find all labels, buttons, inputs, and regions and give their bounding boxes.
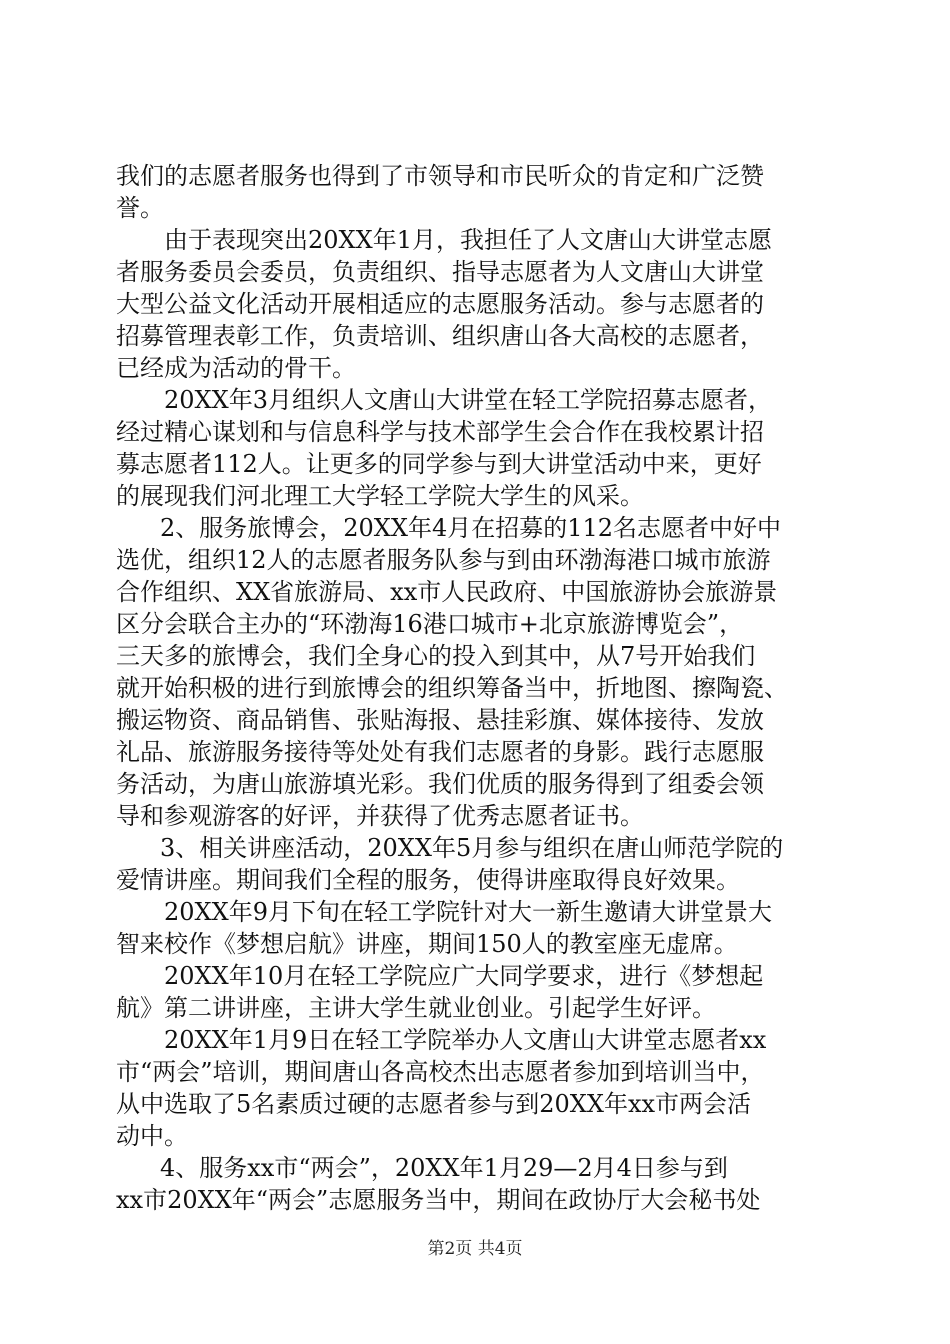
text-line: 经过精心谋划和与信息科学与技术部学生会合作在我校累计招 [116, 418, 764, 446]
paragraph-start-line: 20XX年10月在轻工学院应广大同学要求，进行《梦想起 [164, 962, 764, 990]
text-line: 导和参观游客的好评，并获得了优秀志愿者证书。 [116, 802, 644, 830]
text-line: 者服务委员会委员，负责组织、指导志愿者为人文唐山大讲堂 [116, 258, 764, 286]
text-line: 搬运物资、商品销售、张贴海报、悬挂彩旗、媒体接待、发放 [116, 706, 764, 734]
text-line: 三天多的旅博会，我们全身心的投入到其中，从7号开始我们 [116, 642, 756, 670]
paragraph-start-line: 20XX年9月下旬在轻工学院针对大一新生邀请大讲堂景大 [164, 898, 772, 926]
text-line: 招募管理表彰工作，负责培训、组织唐山各大高校的志愿者， [116, 322, 764, 350]
text-line: 合作组织、XX省旅游局、xx市人民政府、中国旅游协会旅游景 [116, 578, 778, 606]
document-body [116, 160, 836, 1216]
text-line: 已经成为活动的骨干。 [116, 354, 356, 382]
text-line: 航》第二讲讲座，主讲大学生就业创业。引起学生好评。 [116, 994, 716, 1022]
paragraph-start-line: 20XX年1月9日在轻工学院举办人文唐山大讲堂志愿者xx [164, 1026, 767, 1054]
paragraph-start-line: 由于表现突出20XX年1月，我担任了人文唐山大讲堂志愿 [164, 226, 772, 254]
text-line: 的展现我们河北理工大学轻工学院大学生的风采。 [116, 482, 644, 510]
text-line: 大型公益文化活动开展相适应的志愿服务活动。参与志愿者的 [116, 290, 764, 318]
text-line: xx市20XX年“两会”志愿服务当中，期间在政协厅大会秘书处 [116, 1186, 761, 1214]
text-line: 动中。 [116, 1122, 188, 1150]
text-line: 选优，组织12人的志愿者服务队参与到由环渤海港口城市旅游 [116, 546, 771, 574]
text-line: 誉。 [116, 194, 164, 222]
text-line: 礼品、旅游服务接待等处处有我们志愿者的身影。践行志愿服 [116, 738, 764, 766]
text-line: 智来校作《梦想启航》讲座，期间150人的教室座无虚席。 [116, 930, 738, 958]
page-number-footer: 第2页 共4页 [427, 1239, 523, 1259]
text-line: 就开始积极的进行到旅博会的组织筹备当中，折地图、擦陶瓷、 [116, 674, 788, 702]
paragraph-start-line: 3、相关讲座活动，20XX年5月参与组织在唐山师范学院的 [160, 834, 784, 862]
text-line: 我们的志愿者服务也得到了市领导和市民听众的肯定和广泛赞 [116, 162, 764, 190]
text-line: 务活动，为唐山旅游填光彩。我们优质的服务得到了组委会领 [116, 770, 764, 798]
text-line: 爱情讲座。期间我们全程的服务，使得讲座取得良好效果。 [116, 866, 740, 894]
paragraph-start-line: 4、服务xx市“两会”，20XX年1月29—2月4日参与到 [160, 1154, 728, 1182]
text-line: 市“两会”培训，期间唐山各高校杰出志愿者参加到培训当中， [116, 1058, 765, 1086]
text-line: 募志愿者112人。让更多的同学参与到大讲堂活动中来，更好 [116, 450, 762, 478]
paragraph-start-line: 2、服务旅博会，20XX年4月在招募的112名志愿者中好中 [160, 514, 782, 542]
text-line: 从中选取了5名素质过硬的志愿者参与到20XX年xx市两会活 [116, 1090, 752, 1118]
paragraph-start-line: 20XX年3月组织人文唐山大讲堂在轻工学院招募志愿者， [164, 386, 772, 414]
text-line: 区分会联合主办的“环渤海16港口城市+北京旅游博览会”， [116, 610, 744, 638]
